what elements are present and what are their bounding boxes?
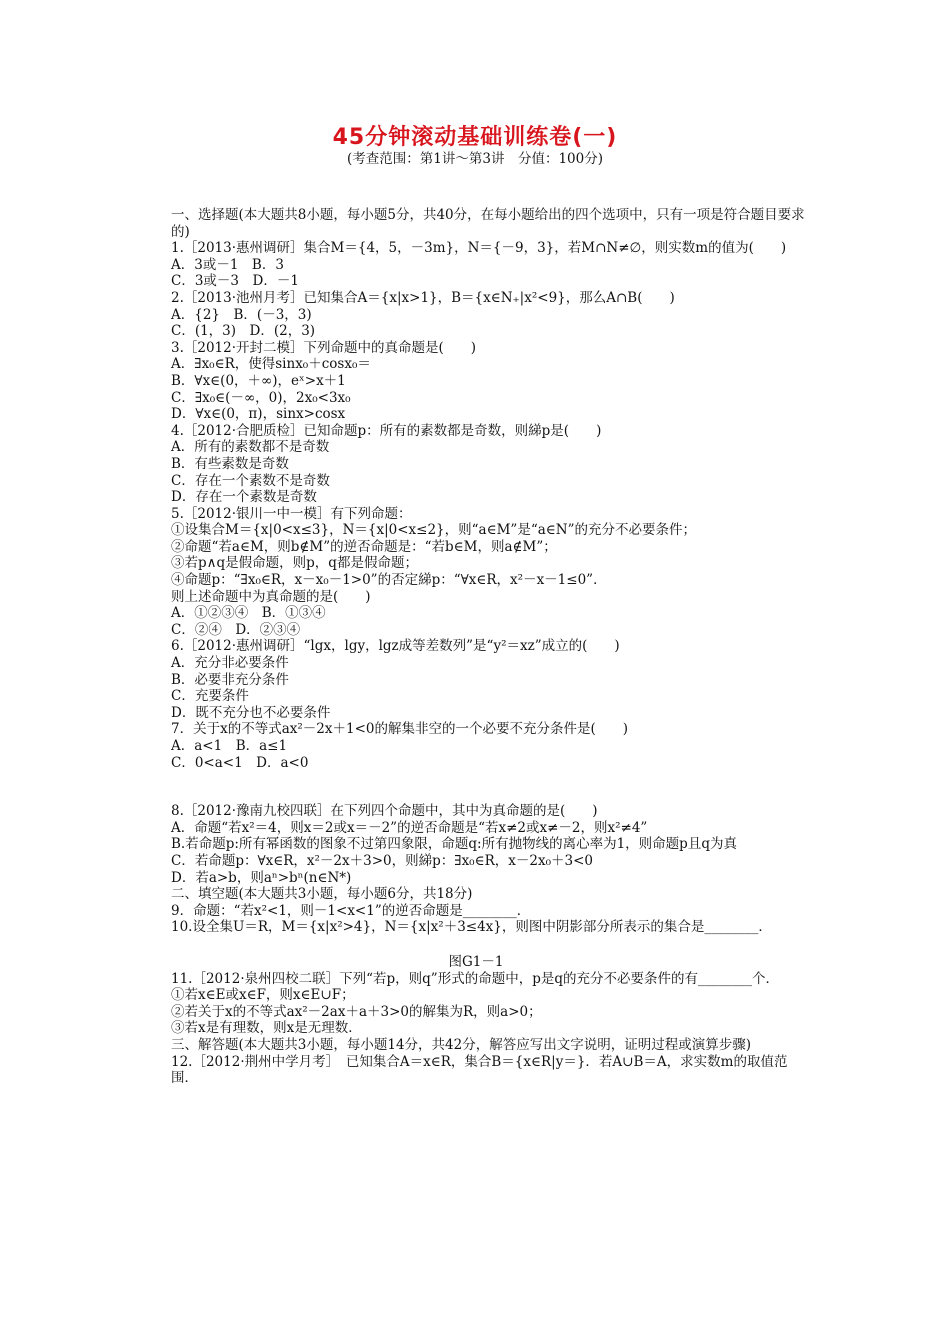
question-2-options-ab: A．{2} B．(－3，3): [171, 306, 312, 323]
question-11-stem: 11.［2012·泉州四校二联］下列“若p，则q”形式的命题中，p是q的充分不必要条件的有________个．: [171, 970, 779, 987]
question-7-options-ab: A．a<1 B．a≤1: [171, 738, 288, 754]
question-2-stem: 2.［2013·池州月考］已知集合A＝{x|x>1}，B＝{x∈N₊|x²<9}，那么A∩B( ): [171, 289, 675, 306]
question-3-stem: 3.［2012·开封二模］下列命题中的真命题是( ): [171, 339, 477, 356]
question-8-option-c: C．若命题p：∀x∈R，x²－2x＋3>0，则綈p：∃x₀∈R，x－2x₀＋3<0: [171, 852, 593, 869]
question-4-option-d: D．存在一个素数是奇数: [171, 489, 317, 506]
question-8-stem: 8.［2012·豫南九校四联］在下列四个命题中，其中为真命题的是( ): [171, 803, 598, 820]
question-6-stem: 6.［2012·惠州调研］“lgx，lgy，lgz成等差数列”是“y²＝xz”成立的( ): [171, 638, 620, 655]
question-5-item-3: ③若p∧q是假命题，则p，q都是假命题；: [171, 555, 418, 572]
question-5-item-1: ①设集合M＝{x|0<x≤3}，N＝{x|0<x≤2}，则“a∈M”是“a∈N”的充分不必要条件；: [171, 522, 696, 539]
question-5-options-cd: C．②④ D．②③④: [171, 621, 301, 638]
question-3-option-c: C．∃x₀∈(－∞，0)，2x₀<3x₀: [171, 389, 351, 406]
question-2-options-cd: C．(1，3) D．(2，3): [171, 323, 316, 340]
section-heading-fill: 二、填空题(本大题共3小题，每小题6分，共18分): [171, 886, 473, 903]
page-subtitle: (考查范围：第1讲～第3讲 分值：100分): [347, 151, 603, 167]
figure-caption: 图G1－1: [448, 953, 504, 970]
question-8-option-d: D．若a>b，则aⁿ>bⁿ(n∈N*): [171, 869, 352, 886]
blank-gap: [139, 771, 813, 803]
question-1-stem: 1.［2013·惠州调研］集合M＝{4，5，－3m}，N＝{－9，3}，若M∩N≠∅，则实数m的值为( ): [171, 240, 787, 257]
question-1-options-cd: C．3或－3 D．－1: [171, 273, 299, 290]
question-4-option-c: C．存在一个素数不是奇数: [171, 472, 330, 489]
question-7-options-cd: C．0<a<1 D．a<0: [171, 754, 309, 771]
question-7-stem: 7．关于x的不等式ax²－2x＋1<0的解集非空的一个必要不充分条件是( ): [171, 721, 629, 738]
question-4-option-a: A．所有的素数都不是奇数: [171, 439, 330, 456]
document-body: [139, 207, 813, 1087]
question-9-text: 9．命题：“若x²<1，则－1<x<1”的逆否命题是________．: [171, 902, 531, 919]
question-11-item-1: ①若x∈E或x∈F，则x∈E∪F；: [171, 987, 355, 1004]
question-3-option-d: D．∀x∈(0，π)，sinx>cosx: [171, 406, 346, 423]
question-11-item-3: ③若x是有理数，则x是无理数．: [171, 1020, 362, 1037]
question-1-options-ab: A．3或－1 B．3: [171, 256, 284, 273]
question-11-item-2: ②若关于x的不等式ax²－2ax＋a＋3>0的解集为R，则a>0；: [171, 1003, 542, 1020]
question-5-stem: 5.［2012·银川一中一模］有下列命题：: [171, 505, 412, 522]
question-4-option-b: B．有些素数是奇数: [171, 455, 289, 472]
page-title: 45分钟滚动基础训练卷(一): [332, 125, 618, 150]
question-5-ask: 则上述命题中为真命题的是( ): [171, 588, 371, 605]
question-6-option-b: B．必要非充分条件: [171, 671, 289, 688]
section-heading-solve: 三、解答题(本大题共3小题，每小题14分，共42分，解答应写出文字说明，证明过程或演算步骤): [171, 1036, 751, 1053]
question-6-option-a: A．充分非必要条件: [171, 655, 289, 672]
question-8-option-a: A．命题“若x²＝4，则x＝2或x＝－2”的逆否命题是“若x≠2或x≠－2，则x²≠4”: [171, 819, 648, 836]
question-4-stem: 4.［2012·合肥质检］已知命题p：所有的素数都是奇数，则綈p是( ): [171, 422, 602, 439]
question-5-item-4: ④命题p：“∃x₀∈R，x－x₀－1>0”的否定綈p：“∀x∈R，x²－x－1≤0”．: [171, 572, 607, 589]
question-3-option-b: B．∀x∈(0，＋∞)，eˣ>x＋1: [171, 372, 346, 389]
question-5-item-2: ②命题“若a∈M，则b∉M”的逆否命题是：“若b∈M，则a∉M”；: [171, 538, 557, 555]
question-3-option-a: A．∃x₀∈R，使得sinx₀＋cosx₀＝: [171, 356, 371, 373]
question-6-option-d: D．既不充分也不必要条件: [171, 704, 331, 721]
question-12-text: 12.［2012·荆州中学月考］ 已知集合A＝x∈R，集合B＝{x∈R|y＝}．若A∪B＝A，求实数m的取值范围．: [171, 1053, 788, 1087]
question-6-option-c: C．充要条件: [171, 688, 249, 705]
question-10-text: 10.设全集U＝R，M＝{x|x²>4}，N＝{x|x²＋3≤4x}，则图中阴影部分所表示的集合是________．: [171, 919, 772, 936]
question-5-options-ab: A．①②③④ B．①③④: [171, 605, 326, 622]
section-heading-choice: 一、选择题(本大题共8小题，每小题5分，共40分，在每小题给出的四个选项中，只有一项是符合题目要求的): [171, 207, 805, 240]
question-8-option-b: B.若命题p:所有幂函数的图象不过第四象限，命题q:所有抛物线的离心率为1，则命题p且q为真: [171, 836, 737, 853]
